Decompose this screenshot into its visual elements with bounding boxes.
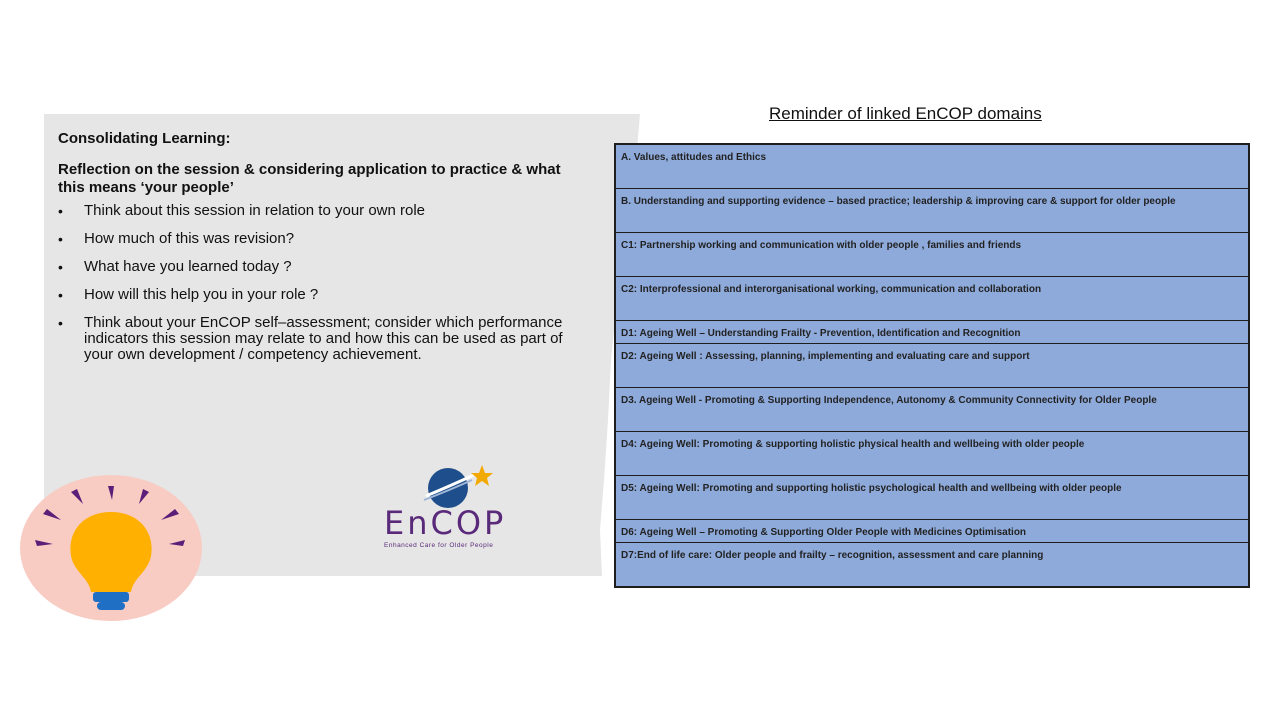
table-row	[615, 344, 1249, 388]
bullet-item: • Think about this session in relation to your own role	[58, 203, 578, 219]
domain-cell: B. Understanding and supporting evidence – based practice; leadership & improving care & support for older people	[615, 189, 1249, 233]
domain-cell: A. Values, attitudes and Ethics	[615, 144, 1249, 189]
reflection-content	[58, 130, 578, 375]
domain-cell: D7:End of life care: Older people and frailty – recognition, assessment and care planning	[615, 543, 1249, 588]
table-row	[615, 476, 1249, 520]
bullet-item: • Think about your EnCOP self–assessment; consider which performance indicators this session may relate to and how this can be used as part of your own development / competency achievement.	[58, 315, 578, 363]
domain-cell: D6: Ageing Well – Promoting & Supporting Older People with Medicines Optimisation	[615, 520, 1249, 543]
table-row	[615, 277, 1249, 321]
encop-logo	[380, 462, 550, 557]
logo-tagline: Enhanced Care for Older People	[384, 542, 494, 549]
bullet-item: • How will this help you in your role ?	[58, 287, 578, 303]
domain-cell: D5: Ageing Well: Promoting and supporting holistic psychological health and wellbeing with older people	[615, 476, 1249, 520]
section-subheading: Reflection on the session & considering application to practice & what this means ‘your people’	[58, 161, 561, 196]
table-row	[615, 321, 1249, 344]
table-row	[615, 189, 1249, 233]
domain-cell: D2: Ageing Well : Assessing, planning, implementing and evaluating care and support	[615, 344, 1249, 388]
bullet-item: • What have you learned today ?	[58, 259, 578, 275]
domain-cell: D3. Ageing Well - Promoting & Supporting Independence, Autonomy & Community Connectivity for Older People	[615, 388, 1249, 432]
table-row	[615, 543, 1249, 588]
table-row	[615, 388, 1249, 432]
table-row	[615, 432, 1249, 476]
table-row	[615, 520, 1249, 543]
domain-cell: D4: Ageing Well: Promoting & supporting holistic physical health and wellbeing with older people	[615, 432, 1249, 476]
domain-cell: D1: Ageing Well – Understanding Frailty - Prevention, Identification and Recognition	[615, 321, 1249, 344]
domains-table	[614, 143, 1250, 588]
domains-table-title: Reminder of linked EnCOP domains	[769, 104, 1042, 123]
table-row	[615, 233, 1249, 277]
domain-cell: C2: Interprofessional and interorganisational working, communication and collaboration	[615, 277, 1249, 321]
lightbulb-icon	[15, 474, 207, 622]
section-heading: Consolidating Learning:	[58, 130, 231, 147]
logo-wordmark: EnCOP	[384, 504, 507, 542]
reflection-bullets	[58, 203, 578, 363]
bullet-item: • How much of this was revision?	[58, 231, 578, 247]
domain-cell: C1: Partnership working and communication with older people , families and friends	[615, 233, 1249, 277]
table-row	[615, 144, 1249, 189]
